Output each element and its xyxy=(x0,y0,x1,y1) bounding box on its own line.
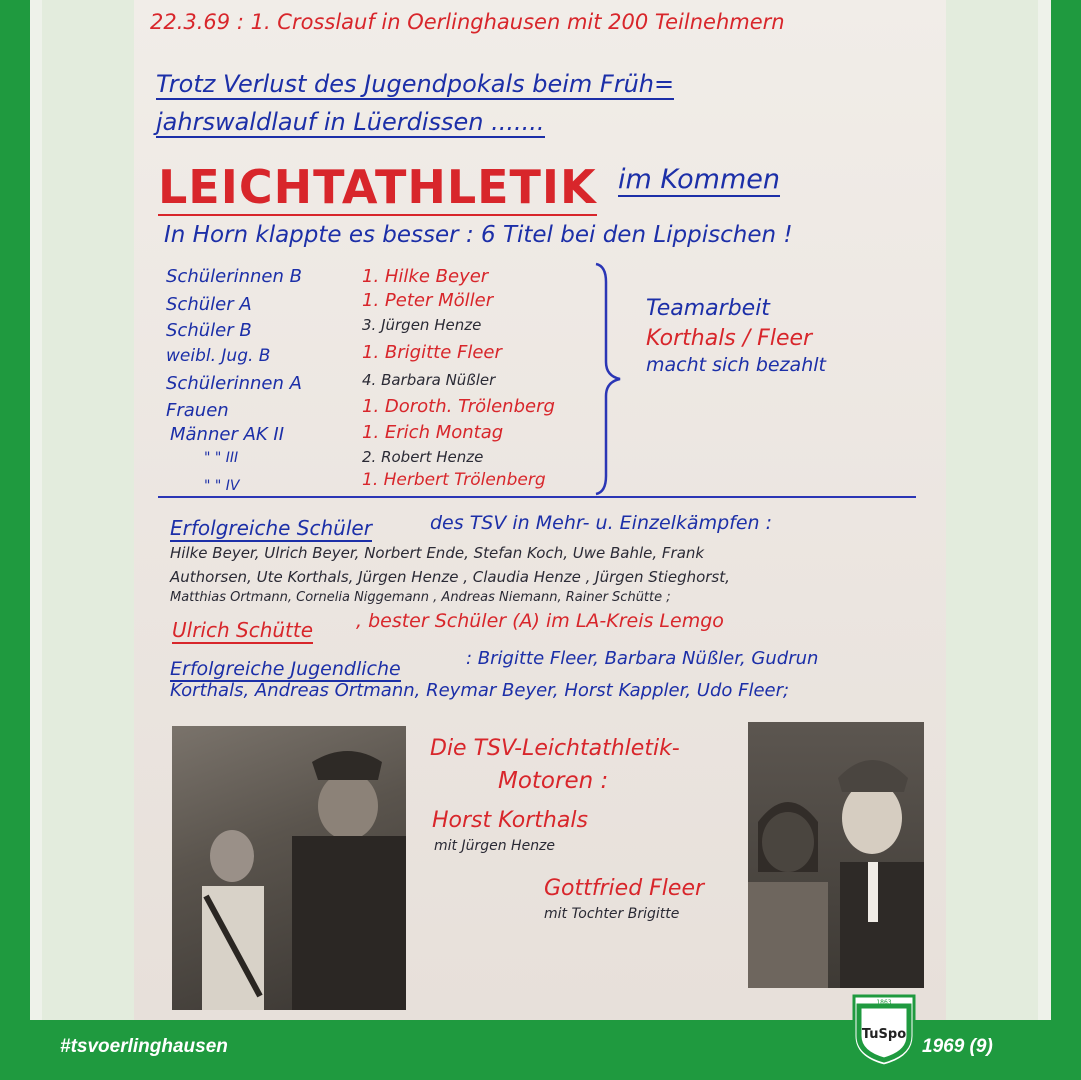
subtitle-line-2: jahrswaldlauf in Lüerdissen ....... xyxy=(156,108,545,136)
result-category: Schüler A xyxy=(166,294,252,315)
brace-icon xyxy=(590,262,626,496)
logo-text: TuSpo xyxy=(861,1027,907,1042)
club-logo-icon xyxy=(850,992,918,1068)
result-category: Schülerinnen B xyxy=(166,266,302,287)
team-line-1: Teamarbeit xyxy=(646,296,770,321)
main-title: LEICHTATHLETIK xyxy=(158,160,597,214)
photo-horst-korthals xyxy=(172,726,406,1010)
person2-name: Gottfried Fleer xyxy=(544,876,705,901)
result-entry: 2. Robert Henze xyxy=(362,448,484,466)
subtitle-line-1: Trotz Verlust des Jugendpokals beim Früh= xyxy=(156,70,675,98)
result-entry: 1. Peter Möller xyxy=(362,290,494,311)
logo-year: 1863 xyxy=(876,999,892,1006)
horn-line: In Horn klappte es besser : 6 Titel bei den Lippischen ! xyxy=(164,222,793,248)
photo-silhouette-icon xyxy=(748,722,924,988)
team-line-2: Korthals / Fleer xyxy=(646,326,813,351)
jugend-names-line-1: : Brigitte Fleer, Barbara Nüßler, Gudrun xyxy=(466,648,819,669)
schueler-heading-rest: des TSV in Mehr- u. Einzelkämpfen : xyxy=(430,512,773,534)
photo-gottfried-fleer xyxy=(748,722,924,988)
result-entry: 1. Herbert Trölenberg xyxy=(362,470,546,490)
person1-caption: mit Jürgen Henze xyxy=(434,838,556,854)
schueler-names-line: Hilke Beyer, Ulrich Beyer, Norbert Ende, Stefan Koch, Uwe Bahle, Frank xyxy=(170,544,705,562)
schueler-names-line: Authorsen, Ute Korthals, Jürgen Henze , Claudia Henze , Jürgen Stieghorst, xyxy=(170,568,730,586)
motoren-line-1: Die TSV-Leichtathletik- xyxy=(430,736,680,761)
result-category: Schüler B xyxy=(166,320,252,341)
result-category: Frauen xyxy=(166,400,229,421)
result-entry: 1. Doroth. Trölenberg xyxy=(362,396,555,417)
result-entry: 4. Barbara Nüßler xyxy=(362,371,496,389)
header-line: 22.3.69 : 1. Crosslauf in Oerlinghausen mit 200 Teilnehmern xyxy=(150,10,785,34)
person2-caption: mit Tochter Brigitte xyxy=(544,906,680,922)
schueler-names-line: Matthias Ortmann, Cornelia Niggemann , Andreas Niemann, Rainer Schütte ; xyxy=(170,590,671,605)
jugend-heading: Erfolgreiche Jugendliche xyxy=(170,658,401,680)
left-margin xyxy=(42,0,134,1020)
schueler-heading: Erfolgreiche Schüler xyxy=(170,516,372,540)
main-title-suffix: im Kommen xyxy=(618,164,780,195)
result-entry: 1. Erich Montag xyxy=(362,422,504,443)
jugend-names-line-2: Korthals, Andreas Ortmann, Reymar Beyer, Horst Kappler, Udo Fleer; xyxy=(170,680,790,701)
hashtag: #tsvoerlinghausen xyxy=(60,1036,228,1057)
page-label: 1969 (9) xyxy=(922,1036,993,1057)
photo-silhouette-icon xyxy=(172,726,406,1010)
divider xyxy=(158,496,916,498)
scrapbook-page xyxy=(134,0,946,1020)
team-line-3: macht sich bezahlt xyxy=(646,354,826,376)
result-category: " " III xyxy=(204,450,239,466)
result-entry: 1. Hilke Beyer xyxy=(362,266,489,287)
result-category: Männer AK II xyxy=(170,424,285,445)
right-margin xyxy=(946,0,1038,1020)
result-category: weibl. Jug. B xyxy=(166,346,271,366)
result-entry: 3. Jürgen Henze xyxy=(362,316,482,334)
result-category: Schülerinnen A xyxy=(166,373,302,394)
best-student-name: Ulrich Schütte xyxy=(172,618,314,642)
result-entry: 1. Brigitte Fleer xyxy=(362,342,502,363)
result-category: " " IV xyxy=(204,478,240,494)
best-student-rest: , bester Schüler (A) im LA-Kreis Lemgo xyxy=(356,610,724,632)
motoren-line-2: Motoren : xyxy=(498,768,609,794)
person1-name: Horst Korthals xyxy=(432,808,588,833)
